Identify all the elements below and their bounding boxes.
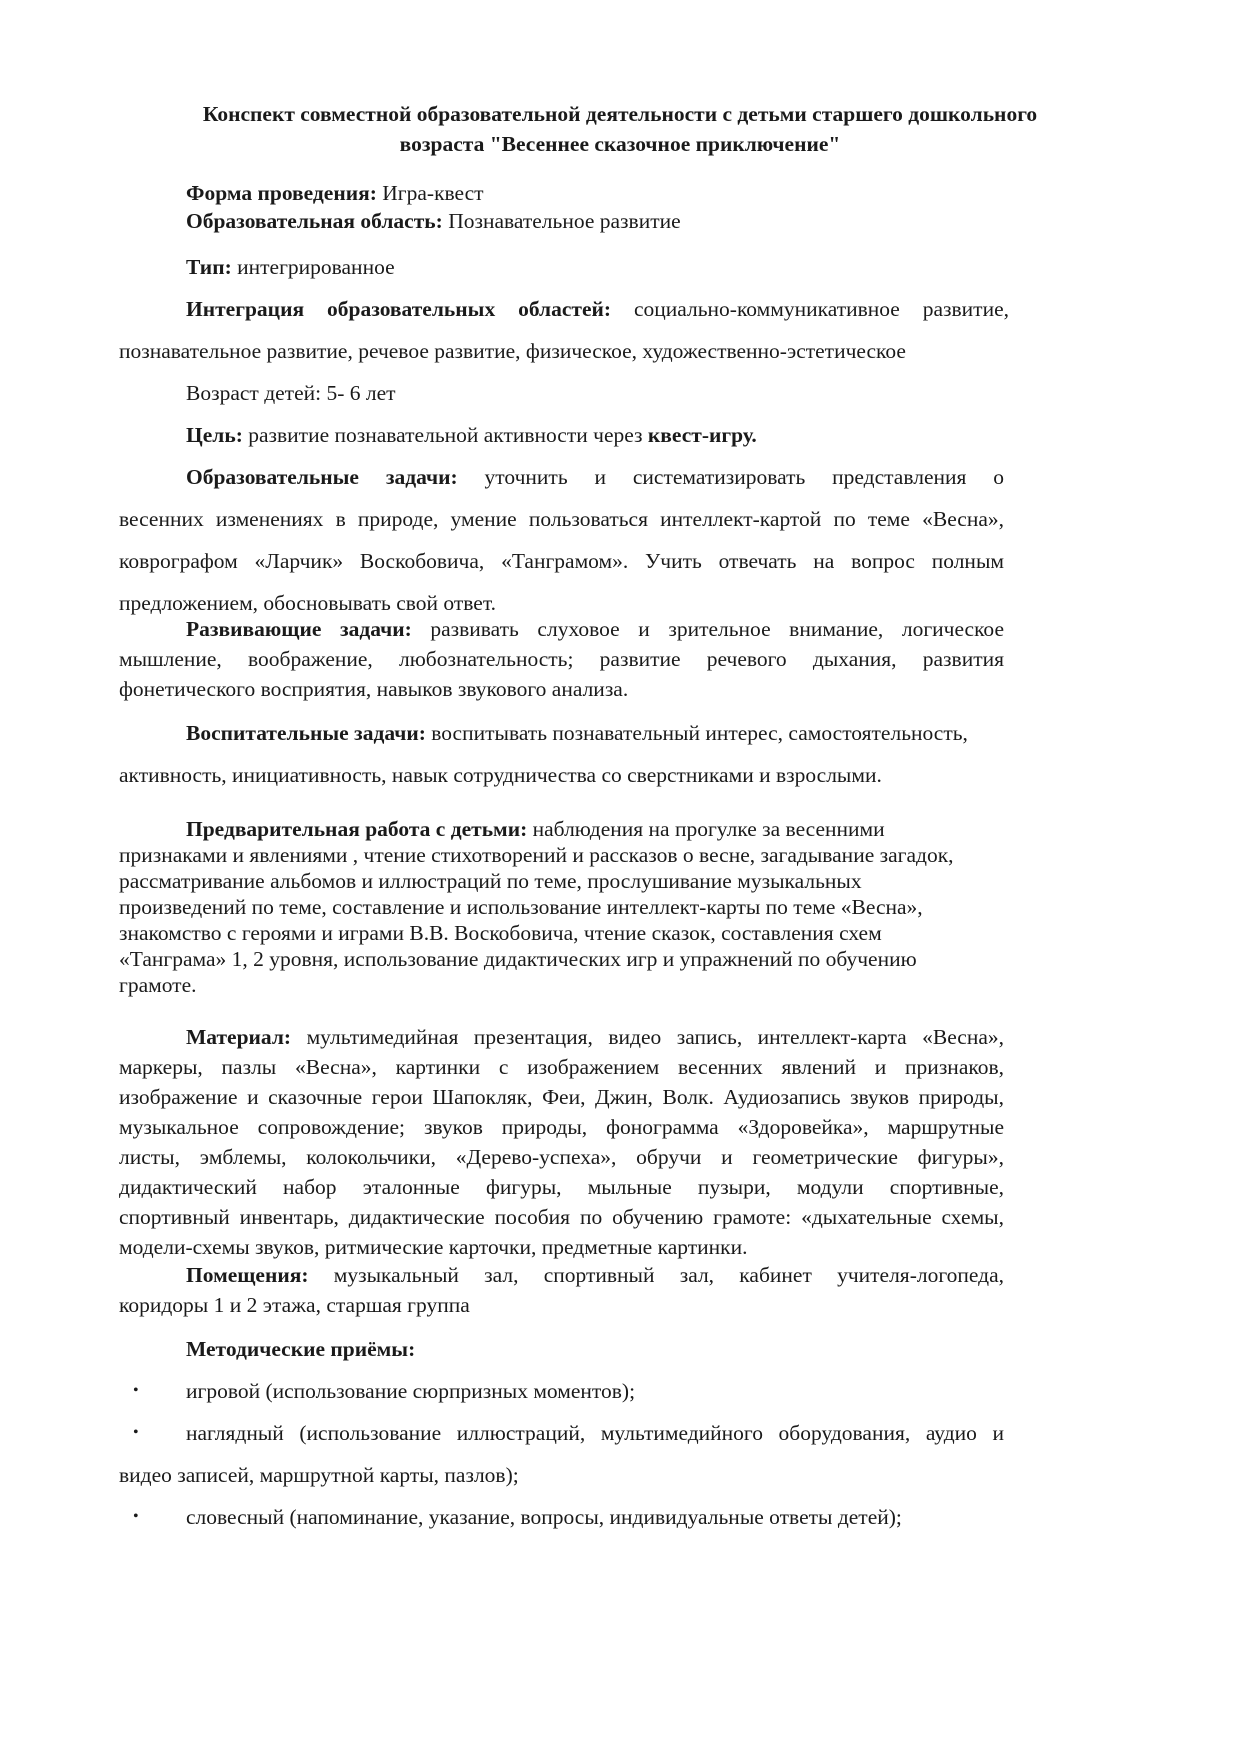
type-value: интегрированное — [231, 255, 395, 279]
goal-value-bold: квест-игру. — [647, 423, 757, 447]
upbringing-tasks-line-1 — [186, 720, 968, 746]
dev-tasks-line-2: мышление, воображение, любознательность; развитие речевого дыхания, развития — [119, 647, 1004, 671]
edu-tasks-line-2: весенних изменениях в природе, умение пользоваться интеллект-картой по теме «Весна», — [119, 507, 1004, 531]
bullet-icon: • — [133, 1508, 139, 1525]
upbringing-tasks-line-2: активность, инициативность, навык сотрудничества со сверстниками и взрослыми. — [119, 763, 882, 787]
area-label: Образовательная область: — [186, 209, 443, 233]
goal-value: развитие познавательной активности через — [242, 423, 648, 447]
type-label: Тип: — [186, 255, 232, 279]
rooms-line-2: коридоры 1 и 2 этажа, старшая группа — [119, 1293, 470, 1317]
dev-tasks-label: Развивающие задачи: — [186, 617, 412, 641]
materials-label: Материал: — [186, 1025, 292, 1049]
rooms-label: Помещения: — [186, 1263, 309, 1287]
prelim-work-label: Предварительная работа с детьми: — [186, 817, 528, 841]
materials-line-2: маркеры, пазлы «Весна», картинки с изображением весенних явлений и признаков, — [119, 1055, 1004, 1079]
materials-text-1: мультимедийная презентация, видео запись, интеллект-карта «Весна», — [291, 1025, 1004, 1049]
methods-item-2-line-1: наглядный (использование иллюстраций, мультимедийного оборудования, аудио и — [186, 1421, 1004, 1445]
prelim-work-line-1 — [186, 816, 885, 842]
edu-tasks-line-1 — [186, 464, 1004, 490]
prelim-work-line-3: рассматривание альбомов и иллюстраций по теме, прослушивание музыкальных — [119, 869, 862, 893]
prelim-work-text-1: наблюдения на прогулке за весенними — [527, 817, 885, 841]
dev-tasks-text-1: развивать слуховое и зрительное внимание, логическое — [411, 617, 1004, 641]
upbringing-tasks-label: Воспитательные задачи: — [186, 721, 426, 745]
prelim-work-line-7: грамоте. — [119, 973, 197, 997]
edu-tasks-line-3: коврографом «Ларчик» Воскобовича, «Танграмом». Учить отвечать на вопрос полным — [119, 549, 1004, 573]
area-field — [186, 208, 681, 234]
methods-heading: Методические приёмы: — [186, 1337, 416, 1361]
dev-tasks-line-1 — [186, 616, 1004, 642]
form-value: Игра-квест — [376, 181, 484, 205]
document-title-line-2: возраста "Весеннее сказочное приключение" — [399, 132, 841, 156]
prelim-work-line-2: признаками и явлениями , чтение стихотворений и рассказов о весне, загадывание загадок, — [119, 843, 954, 867]
goal-field — [186, 422, 757, 448]
prelim-work-line-4: произведений по теме, составление и использование интеллект-карты по теме «Весна», — [119, 895, 923, 919]
age-field: Возраст детей: 5- 6 лет — [186, 381, 396, 405]
edu-tasks-line-4: предложением, обосновывать свой ответ. — [119, 591, 496, 615]
materials-line-7: спортивный инвентарь, дидактические пособия по обучению грамоте: «дыхательные схемы, — [119, 1205, 1004, 1229]
integration-line-2: познавательное развитие, речевое развитие, физическое, художественно-эстетическое — [119, 339, 906, 363]
integration-line-1 — [186, 296, 1009, 322]
bullet-icon: • — [133, 1382, 139, 1399]
edu-tasks-label: Образовательные задачи: — [186, 465, 458, 489]
materials-line-4: музыкальное сопровождение; звуков природы, фонограмма «Здоровейка», маршрутные — [119, 1115, 1004, 1139]
integration-label: Интеграция образовательных областей: — [186, 297, 612, 321]
integration-value-1: социально-коммуникативное развитие, — [611, 297, 1009, 321]
document-title-line-1: Конспект совместной образовательной деятельности с детьми старшего дошкольного — [202, 102, 1038, 126]
dev-tasks-line-3: фонетического восприятия, навыков звукового анализа. — [119, 677, 629, 701]
type-field — [186, 254, 395, 280]
bullet-icon: • — [133, 1424, 139, 1441]
prelim-work-line-5: знакомство с героями и играми В.В. Воскобовича, чтение сказок, составления схем — [119, 921, 882, 945]
materials-line-1 — [186, 1024, 1004, 1050]
rooms-text-1: музыкальный зал, спортивный зал, кабинет учителя-логопеда, — [308, 1263, 1004, 1287]
edu-tasks-text-1: уточнить и систематизировать представления о — [457, 465, 1005, 489]
upbringing-tasks-text-1: воспитывать познавательный интерес, самостоятельность, — [425, 721, 968, 745]
methods-item-2-line-2: видео записей, маршрутной карты, пазлов); — [119, 1463, 519, 1487]
form-label: Форма проведения: — [186, 181, 377, 205]
materials-line-6: дидактический набор эталонные фигуры, мыльные пузыри, модули спортивные, — [119, 1175, 1004, 1199]
area-value: Познавательное развитие — [442, 209, 681, 233]
materials-line-8: модели-схемы звуков, ритмические карточки, предметные картинки. — [119, 1235, 748, 1259]
rooms-line-1 — [186, 1262, 1004, 1288]
methods-item-3: словесный (напоминание, указание, вопросы, индивидуальные ответы детей); — [186, 1505, 902, 1529]
goal-label: Цель: — [186, 423, 243, 447]
methods-item-1: игровой (использование сюрпризных моментов); — [186, 1379, 636, 1403]
materials-line-3: изображение и сказочные герои Шапокляк, Феи, Джин, Волк. Аудиозапись звуков природы, — [119, 1085, 1004, 1109]
form-field — [186, 180, 484, 206]
materials-line-5: листы, эмблемы, колокольчики, «Дерево-успеха», обручи и геометрические фигуры», — [119, 1145, 1004, 1169]
prelim-work-line-6: «Танграма» 1, 2 уровня, использование дидактических игр и упражнений по обучению — [119, 947, 917, 971]
